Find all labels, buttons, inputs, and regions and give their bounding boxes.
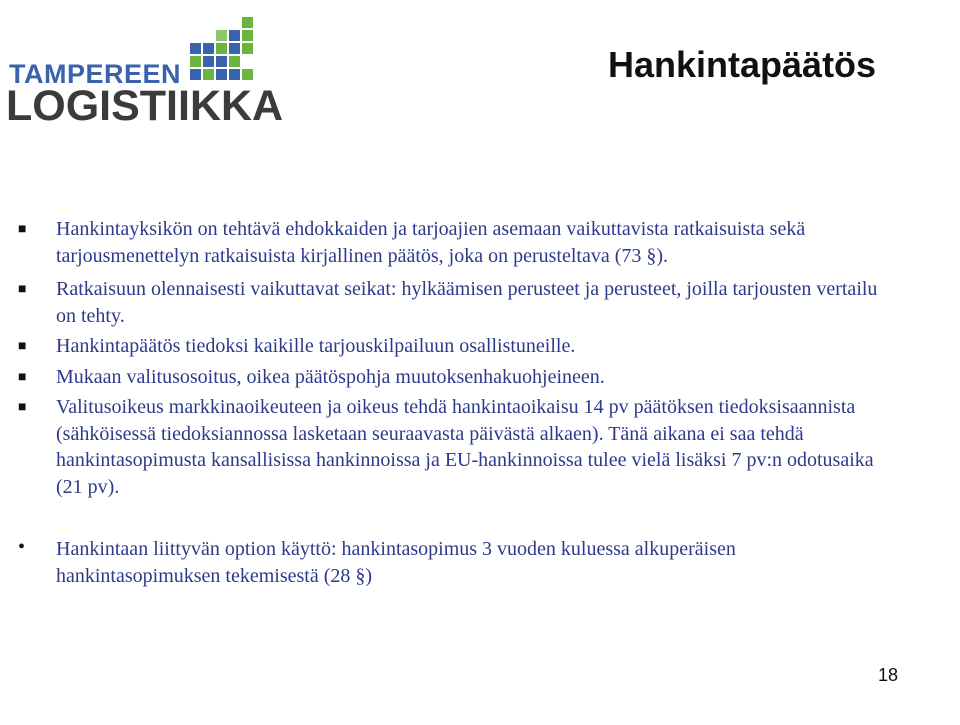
logo-text-bottom: LOGISTIIKKA	[6, 82, 284, 130]
bullet-text: Mukaan valitusosoitus, oikea päätöspohja muutoksenhakuohjeineen.	[56, 365, 605, 388]
slide-title: Hankintapäätös	[608, 44, 877, 85]
bullet-list	[0, 216, 960, 589]
page-number: 18	[878, 665, 899, 685]
bullet-text: Valitusoikeus markkinaoikeuteen ja oikeus tehdä hankintaoikaisu 14 pv päätöksen tiedoksisaannista (sähköisessä tiedoksiannossa lasketaan seuraavasta päivästä alkaen). Tänä aikana ei saa tehdä hankintasopimusta kansallisissa hankinnoissa ja EU-hankinnoissa tulee vielä lisäksi 7 pv:n odotusaika (21 pv).	[56, 396, 874, 498]
bullet-item	[0, 364, 960, 391]
square-bullet-icon: ■	[18, 222, 27, 237]
bullet-item	[0, 216, 960, 269]
company-logo	[6, 15, 306, 130]
bullet-item	[0, 394, 960, 500]
round-bullet-icon: •	[18, 536, 26, 558]
square-bullet-icon: ■	[18, 339, 27, 354]
square-bullet-icon: ■	[18, 282, 27, 297]
square-bullet-icon: ■	[18, 400, 27, 415]
square-bullet-icon: ■	[18, 369, 27, 385]
bullet-text: Hankintayksikön on tehtävä ehdokkaiden ja tarjoajien asemaan vaikuttavista ratkaisuista sekä tarjousmenettelyn ratkaisuista kirjallinen päätös, joka on perusteltava (73 §).	[56, 218, 806, 267]
bullet-text: Hankintapäätös tiedoksi kaikille tarjouskilpailuun osallistuneille.	[56, 335, 576, 357]
bullet-item	[0, 536, 960, 589]
bullet-item	[0, 333, 960, 360]
bullet-item	[0, 276, 960, 329]
logo-text-top: TAMPEREEN	[9, 59, 182, 89]
bullet-text: Ratkaisuun olennaisesti vaikuttavat seikat: hylkäämisen perusteet ja perusteet, joilla tarjousten vertailu on tehty.	[56, 278, 878, 327]
bullet-text: Hankintaan liittyvän option käyttö: hankintasopimus 3 vuoden kuluessa alkuperäisen hankintasopimuksen tekemisestä (28 §)	[56, 538, 736, 587]
